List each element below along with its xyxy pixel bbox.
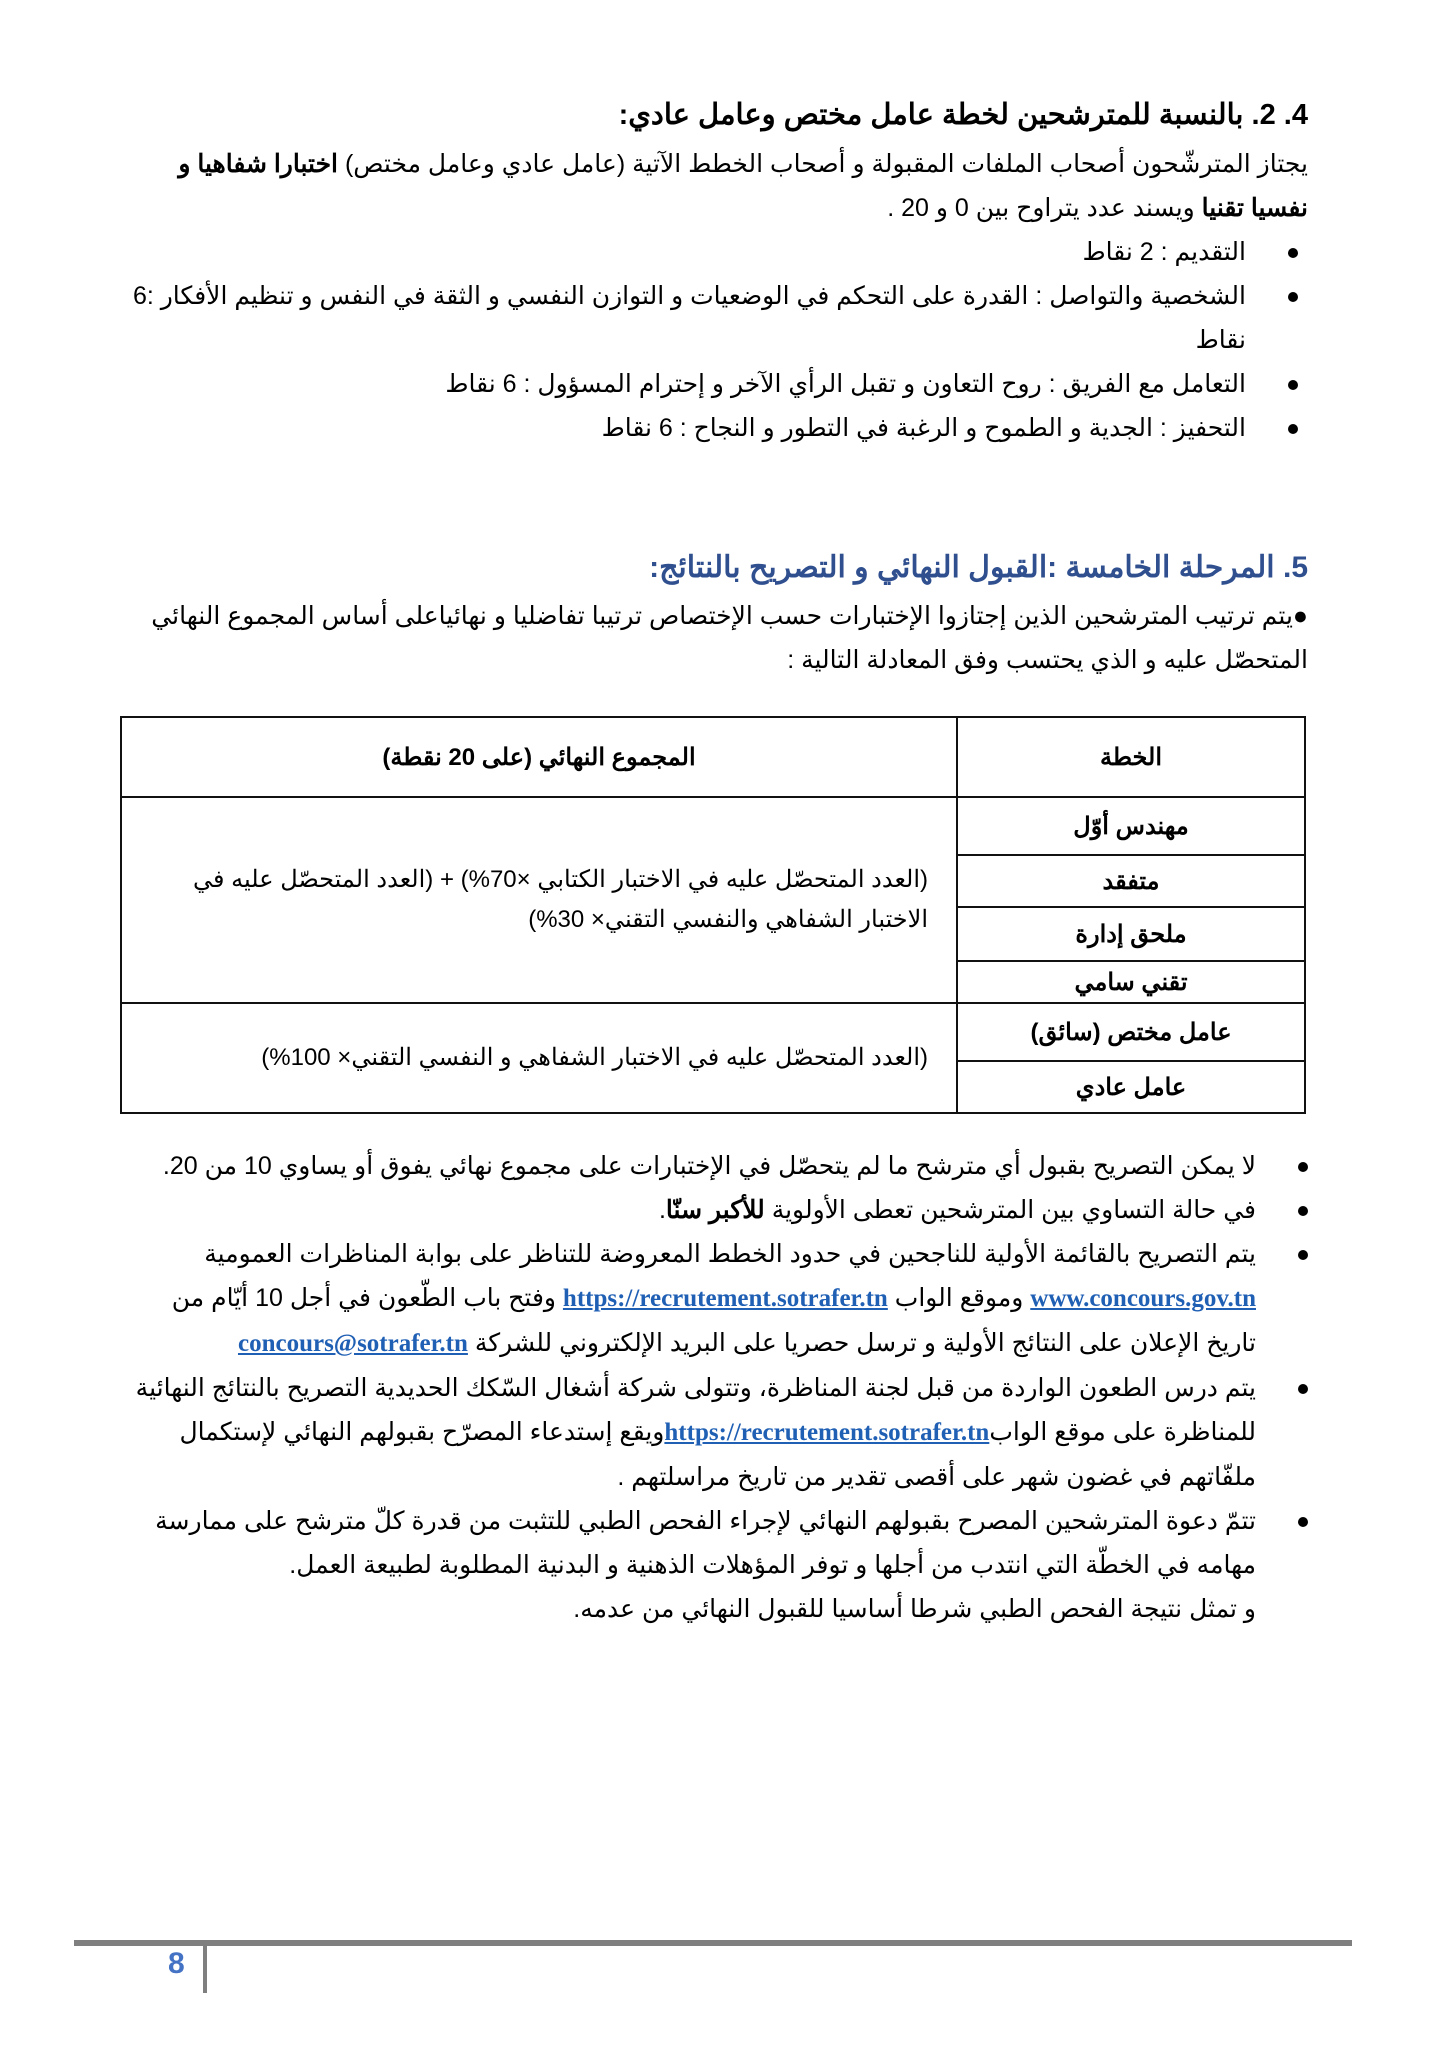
table-row bbox=[121, 1003, 1305, 1061]
scoring-table bbox=[120, 716, 1306, 1114]
plan-cell: عامل مختص (سائق) bbox=[957, 1003, 1305, 1061]
bullet-icon bbox=[1298, 1162, 1308, 1172]
bullet-icon bbox=[1288, 292, 1298, 302]
list-item-bold: للأكبر سنّا bbox=[665, 1196, 765, 1224]
bullet-icon bbox=[1288, 248, 1298, 258]
bullet-icon bbox=[1288, 380, 1298, 390]
list-item bbox=[118, 1188, 1318, 1232]
list-item bbox=[118, 1232, 1318, 1366]
list-item-text: و تمثل نتيجة الفحص الطبي شرطا أساسيا للقبول النهائي من عدمه. bbox=[573, 1595, 1256, 1623]
bullet-icon bbox=[1298, 1384, 1308, 1394]
list-item-text: يتم درس الطعون الواردة من قبل لجنة المناظرة، وتتولى شركة أشغال السّكك الحديدية التصريح بالنتائج النهائية للمناظرة على موقع الواب bbox=[135, 1374, 1256, 1446]
list-item bbox=[118, 406, 1308, 450]
section-5-heading: 5. المرحلة الخامسة :القبول النهائي و التصريح بالنتائج: bbox=[649, 551, 1308, 584]
list-item-text: الشخصية والتواصل : القدرة على التحكم في الوضعيات و التوازن النفسي و الثقة في النفس و تنظيم الأفكار :6 نقاط bbox=[132, 282, 1246, 354]
list-item-text: التعامل مع الفريق : روح التعاون و تقبل الرأي الآخر و إحترام المسؤول : 6 نقاط bbox=[445, 370, 1246, 398]
formula-cell: (العدد المتحصّل عليه في الاختبار الشفاهي و النفسي التقني× 100%) bbox=[121, 1003, 957, 1113]
bullet-icon bbox=[1288, 424, 1298, 434]
list-item-text: وفتح باب الطّعون في أجل 10 أيّام من تاريخ الإعلان على النتائج الأولية و ترسل حصريا على البريد الإلكتروني للشركة bbox=[171, 1284, 1256, 1357]
list-item bbox=[118, 230, 1308, 274]
list-item-text: . bbox=[658, 1196, 666, 1224]
list-item-text: ويقع إستدعاء المصرّح بقبولهم النهائي لإستكمال ملفّاتهم في غضون شهر على أقصى تقدير من تاريخ مراسلتهم . bbox=[179, 1418, 1256, 1491]
list-item-text: التحفيز : الجدية و الطموح و الرغبة في التطور و النجاح : 6 نقاط bbox=[601, 414, 1246, 442]
concours-portal-link[interactable]: www.concours.gov.tn bbox=[1030, 1285, 1256, 1312]
list-item-text: لا يمكن التصريح بقبول أي مترشح ما لم يتحصّل في الإختبارات على مجموع نهائي يفوق أو يساوي 10 من 20. bbox=[162, 1152, 1256, 1180]
formula-cell: (العدد المتحصّل عليه في الاختبار الكتابي ×70%) + (العدد المتحصّل عليه في الاختبار الشفاهي والنفسي التقني× 30%) bbox=[121, 797, 957, 1003]
list-item bbox=[118, 1144, 1318, 1188]
section-5-intro: ●يتم ترتيب المترشحين الذين إجتازوا الإختبارات حسب الإختصاص ترتيبا تفاضليا و نهائياعلى أساس المجموع النهائي المتحصّل عليه و الذي يحتسب وفق المعادلة التالية : bbox=[151, 602, 1308, 674]
email-link[interactable]: concours@sotrafer.tn bbox=[237, 1330, 468, 1357]
recruitment-site-link[interactable]: https://recrutement.sotrafer.tn bbox=[664, 1419, 990, 1446]
list-item bbox=[118, 362, 1308, 406]
page-number: 8 bbox=[168, 1947, 185, 1980]
notes-list bbox=[118, 1144, 1318, 1631]
intro-text-2: ويسند عدد يتراوح بين 0 و 20 . bbox=[887, 194, 1202, 222]
section-4-2-heading: 4. 2. بالنسبة للمترشحين لخطة عامل مختص وعامل عادي: bbox=[618, 99, 1308, 131]
list-item bbox=[118, 1499, 1318, 1631]
list-item-text: يتم التصريح بالقائمة الأولية للناجحين في حدود الخطط المعروضة للتناظر على بوابة المناظرات العمومية bbox=[204, 1240, 1256, 1268]
list-item bbox=[118, 274, 1308, 362]
list-item-text: تتمّ دعوة المترشحين المصرح بقبولهم النهائي لإجراء الفحص الطبي للتثبت من قدرة كلّ مترشح على ممارسة مهامه في الخطّة التي انتدب من أجلها و توفر المؤهلات الذهنية و البدنية المطلوبة لطبيعة العمل. bbox=[155, 1507, 1256, 1579]
recruitment-site-link[interactable]: https://recrutement.sotrafer.tn bbox=[562, 1285, 888, 1312]
list-item-text: وموقع الواب bbox=[887, 1284, 1031, 1312]
bullet-icon bbox=[1298, 1250, 1308, 1260]
plan-cell: تقني سامي bbox=[957, 961, 1305, 1003]
column-header-plan: الخطة bbox=[957, 717, 1305, 797]
list-item bbox=[118, 1366, 1318, 1499]
intro-bold: اختبارا شفاهيا و نفسيا تقنيا bbox=[178, 150, 1308, 222]
column-header-total: المجموع النهائي (على 20 نقطة) bbox=[121, 717, 957, 797]
criteria-list bbox=[118, 230, 1308, 450]
footer-divider bbox=[203, 1945, 207, 1993]
table-row bbox=[121, 797, 1305, 855]
section-4-2-intro bbox=[118, 142, 1308, 230]
footer-rule bbox=[74, 1940, 1352, 1946]
list-item-text: التقديم : 2 نقاط bbox=[1082, 238, 1246, 266]
intro-text-1: يجتاز المترشّحون أصحاب الملفات المقبولة و أصحاب الخطط الآتية (عامل عادي وعامل مختص) bbox=[338, 150, 1308, 178]
bullet-icon bbox=[1298, 1206, 1308, 1216]
list-item-text: في حالة التساوي بين المترشحين تعطى الأولوية bbox=[764, 1196, 1256, 1224]
bullet-icon bbox=[1298, 1517, 1308, 1527]
plan-cell: عامل عادي bbox=[957, 1061, 1305, 1113]
plan-cell: ملحق إدارة bbox=[957, 907, 1305, 961]
plan-cell: مهندس أوّل bbox=[957, 797, 1305, 855]
table-header-row bbox=[121, 717, 1305, 797]
plan-cell: متفقد bbox=[957, 855, 1305, 907]
